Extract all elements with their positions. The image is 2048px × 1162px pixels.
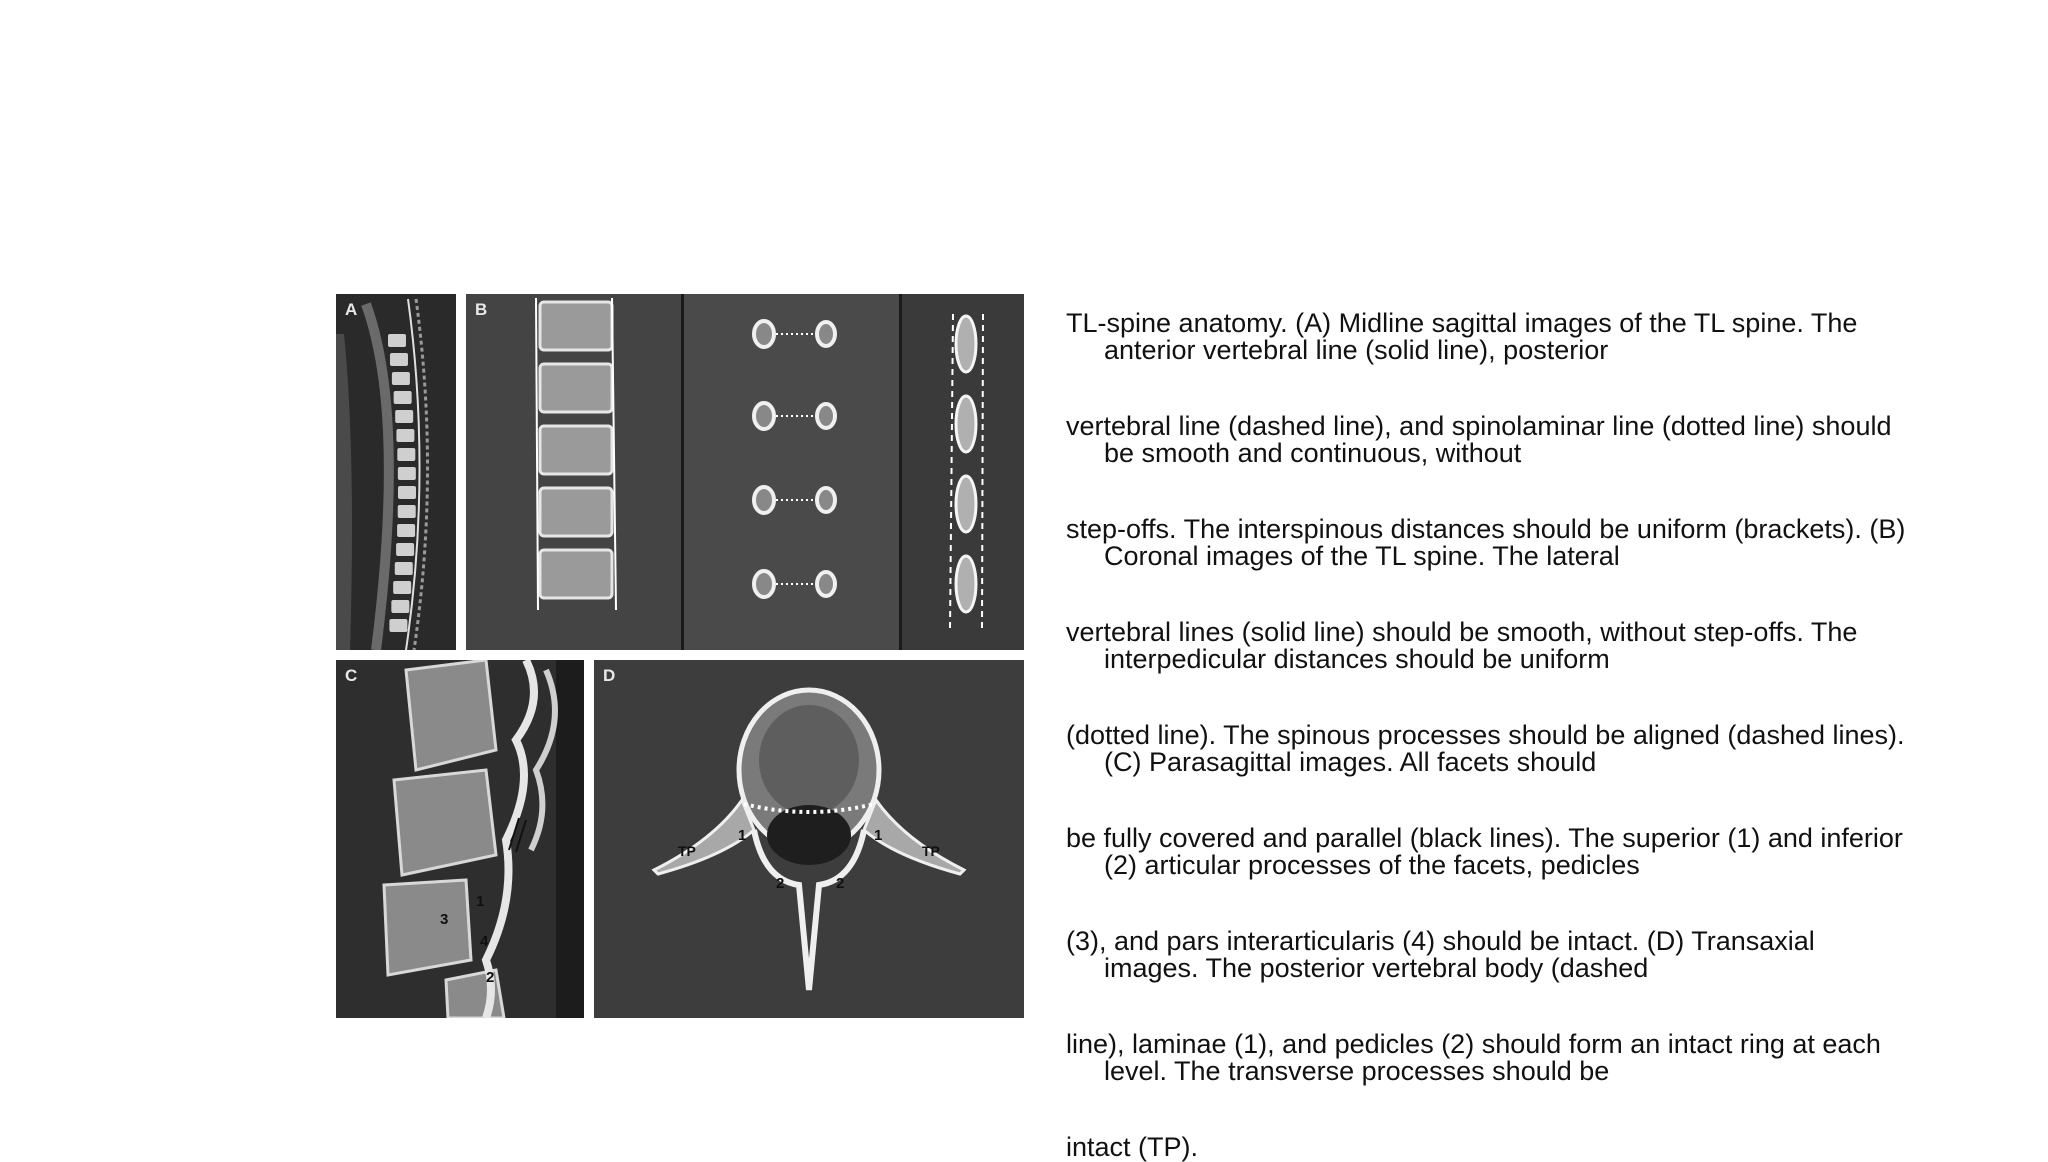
panel-c-number-1: 1 xyxy=(476,893,485,910)
sagittal-vertebra xyxy=(396,429,414,442)
panel-d-transaxial xyxy=(594,660,1024,1018)
panel-d-lamina-left: 1 xyxy=(738,827,747,844)
coronal-vertebral-body xyxy=(540,364,612,412)
coronal-vertebral-body xyxy=(540,426,612,474)
sagittal-vertebra xyxy=(395,410,413,423)
pedicle-left xyxy=(754,571,774,597)
sagittal-vertebra xyxy=(392,372,410,385)
spinous-process xyxy=(956,556,976,612)
panel-d-pedicle-right: 2 xyxy=(836,875,845,892)
caption-line-9: intact (TP). xyxy=(1066,1132,1199,1162)
pedicle-left xyxy=(754,321,774,347)
caption-line-2: vertebral line (dashed line), and spinolaminar line (dotted line) should be smooth and continuous, without xyxy=(1066,411,1892,468)
ct-figure xyxy=(336,294,1024,1018)
panel-d-label: D xyxy=(603,666,616,685)
coronal-vertebral-body xyxy=(540,488,612,536)
panel-c-number-2: 2 xyxy=(486,969,495,986)
coronal-spine-image xyxy=(466,294,1024,650)
panel-d-tp-left: TP xyxy=(678,843,696,859)
sagittal-vertebra xyxy=(390,353,408,366)
sagittal-vertebra xyxy=(398,505,416,518)
panel-a-label: A xyxy=(345,300,358,319)
figure-caption xyxy=(1066,310,1906,1161)
panel-b-coronal xyxy=(466,294,1024,650)
pedicle-right xyxy=(817,404,835,428)
caption-line-4: vertebral lines (solid line) should be smooth, without step-offs. The interpedicular distances should be uniform xyxy=(1066,617,1858,674)
sagittal-vertebra xyxy=(388,334,406,347)
pedicle-right xyxy=(817,322,835,346)
sagittal-vertebra xyxy=(398,467,416,480)
caption-line-6: be fully covered and parallel (black lines). The superior (1) and inferior (2) articular processes of the facets, pedicles xyxy=(1066,823,1903,880)
panel-c-parasagittal xyxy=(336,660,584,1018)
sagittal-vertebra xyxy=(396,543,414,556)
sagittal-vertebra xyxy=(398,486,416,499)
sagittal-vertebra xyxy=(397,524,415,537)
sagittal-vertebra xyxy=(395,562,413,575)
pedicle-left xyxy=(754,487,774,513)
spinous-process xyxy=(956,396,976,452)
sagittal-spine-image xyxy=(336,294,456,650)
panel-b-label: B xyxy=(475,300,488,319)
coronal-vertebral-body xyxy=(540,550,612,598)
caption-line-1: TL-spine anatomy. (A) Midline sagittal images of the TL spine. The anterior vertebral line (solid line), posterior xyxy=(1066,308,1858,365)
coronal-vertebral-body xyxy=(540,302,612,350)
caption-line-7: (3), and pars interarticularis (4) should be intact. (D) Transaxial images. The posterior vertebral body (dashed xyxy=(1066,926,1815,983)
spinous-process xyxy=(956,316,976,372)
panel-c-number-3: 3 xyxy=(440,911,449,928)
sagittal-vertebra xyxy=(394,391,412,404)
panel-c-number-4: 4 xyxy=(480,933,489,950)
sagittal-vertebra xyxy=(393,581,411,594)
parasagittal-spine-image xyxy=(336,660,584,1018)
caption-line-8: line), laminae (1), and pedicles (2) should form an intact ring at each level. The transverse processes should be xyxy=(1066,1029,1881,1086)
panel-a-sagittal xyxy=(336,294,456,650)
panel-d-tp-right: TP xyxy=(922,843,940,859)
panel-d-lamina-right: 1 xyxy=(874,827,883,844)
panel-c-label: C xyxy=(345,666,358,685)
pedicle-right xyxy=(817,572,835,596)
caption-line-5: (dotted line). The spinous processes should be aligned (dashed lines). (C) Parasagittal images. All facets should xyxy=(1066,720,1905,777)
pedicle-left xyxy=(754,403,774,429)
pedicle-right xyxy=(817,488,835,512)
panel-d-pedicle-left: 2 xyxy=(776,875,785,892)
spinous-process xyxy=(956,476,976,532)
sagittal-vertebra xyxy=(391,600,409,613)
transaxial-spine-image xyxy=(594,660,1024,1018)
sagittal-vertebra xyxy=(397,448,415,461)
caption-line-3: step-offs. The interspinous distances should be uniform (brackets). (B) Coronal images of the TL spine. The lateral xyxy=(1066,514,1906,571)
sagittal-vertebra xyxy=(389,619,407,632)
